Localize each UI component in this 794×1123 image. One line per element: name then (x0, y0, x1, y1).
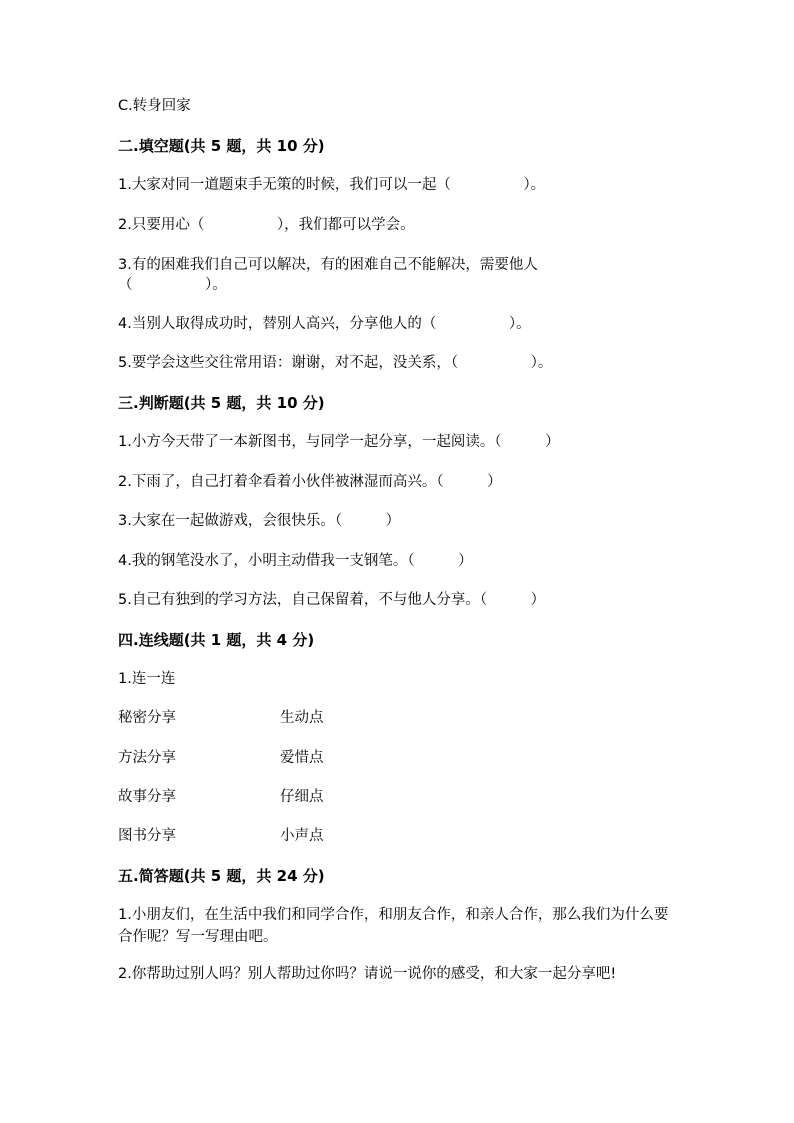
matching-left-item: 方法分享 (118, 750, 176, 766)
matching-right-item: 爱惜点 (280, 750, 324, 766)
fill-blank-question-5: 5.要学会这些交往常用语：谢谢，对不起，没关系，（ ）。 (118, 355, 553, 371)
fill-blank-question-3-line-2: （ ）。 (118, 277, 227, 293)
short-answer-question-2: 2.你帮助过别人吗？别人帮助过你吗？请说一说你的感受，和大家一起分享吧! (118, 966, 617, 982)
fill-blank-question-4: 4.当别人取得成功时，替别人高兴，分享他人的（ ）。 (118, 316, 531, 332)
fill-blank-question-3-line-1: 3.有的困难我们自己可以解决，有的困难自己不能解决，需要他人 (118, 257, 538, 273)
option-c-carryover: C.转身回家 (118, 98, 191, 114)
fill-blank-question-2: 2.只要用心（ ），我们都可以学会。 (118, 217, 415, 233)
matching-right-item: 小声点 (280, 828, 324, 844)
matching-right-item: 仔细点 (280, 789, 324, 805)
matching-left-item: 故事分享 (118, 789, 176, 805)
matching-left-item: 秘密分享 (118, 710, 176, 726)
matching-left-item: 图书分享 (118, 828, 176, 844)
section-heading-fill-blank: 二.填空题(共 5 题，共 10 分) (118, 137, 325, 155)
section-heading-matching: 四.连线题(共 1 题，共 4 分) (118, 631, 315, 649)
fill-blank-question-1: 1.大家对同一道题束手无策的时候，我们可以一起（ ）。 (118, 177, 546, 193)
exam-page (118, 0, 688, 1123)
true-false-question-5: 5.自己有独到的学习方法，自己保留着，不与他人分享。（ ） (118, 592, 546, 608)
section-heading-short-answer: 五.简答题(共 5 题，共 24 分) (118, 867, 325, 885)
section-heading-true-false: 三.判断题(共 5 题，共 10 分) (118, 394, 325, 412)
true-false-question-2: 2.下雨了，自己打着伞看着小伙伴被淋湿而高兴。（ ） (118, 474, 502, 490)
true-false-question-4: 4.我的钢笔没水了，小明主动借我一支钢笔。（ ） (118, 553, 473, 569)
true-false-question-1: 1.小方今天带了一本新图书，与同学一起分享，一起阅读。（ ） (118, 434, 560, 450)
short-answer-question-1: 1.小朋友们，在生活中我们和同学合作，和朋友合作，和亲人合作，那么我们为什么要合作呢？写一写理由吧。 (118, 907, 669, 945)
matching-question-1: 1.连一连 (118, 671, 176, 687)
true-false-question-3: 3.大家在一起做游戏，会很快乐。（ ） (118, 513, 401, 529)
matching-right-item: 生动点 (280, 710, 324, 726)
